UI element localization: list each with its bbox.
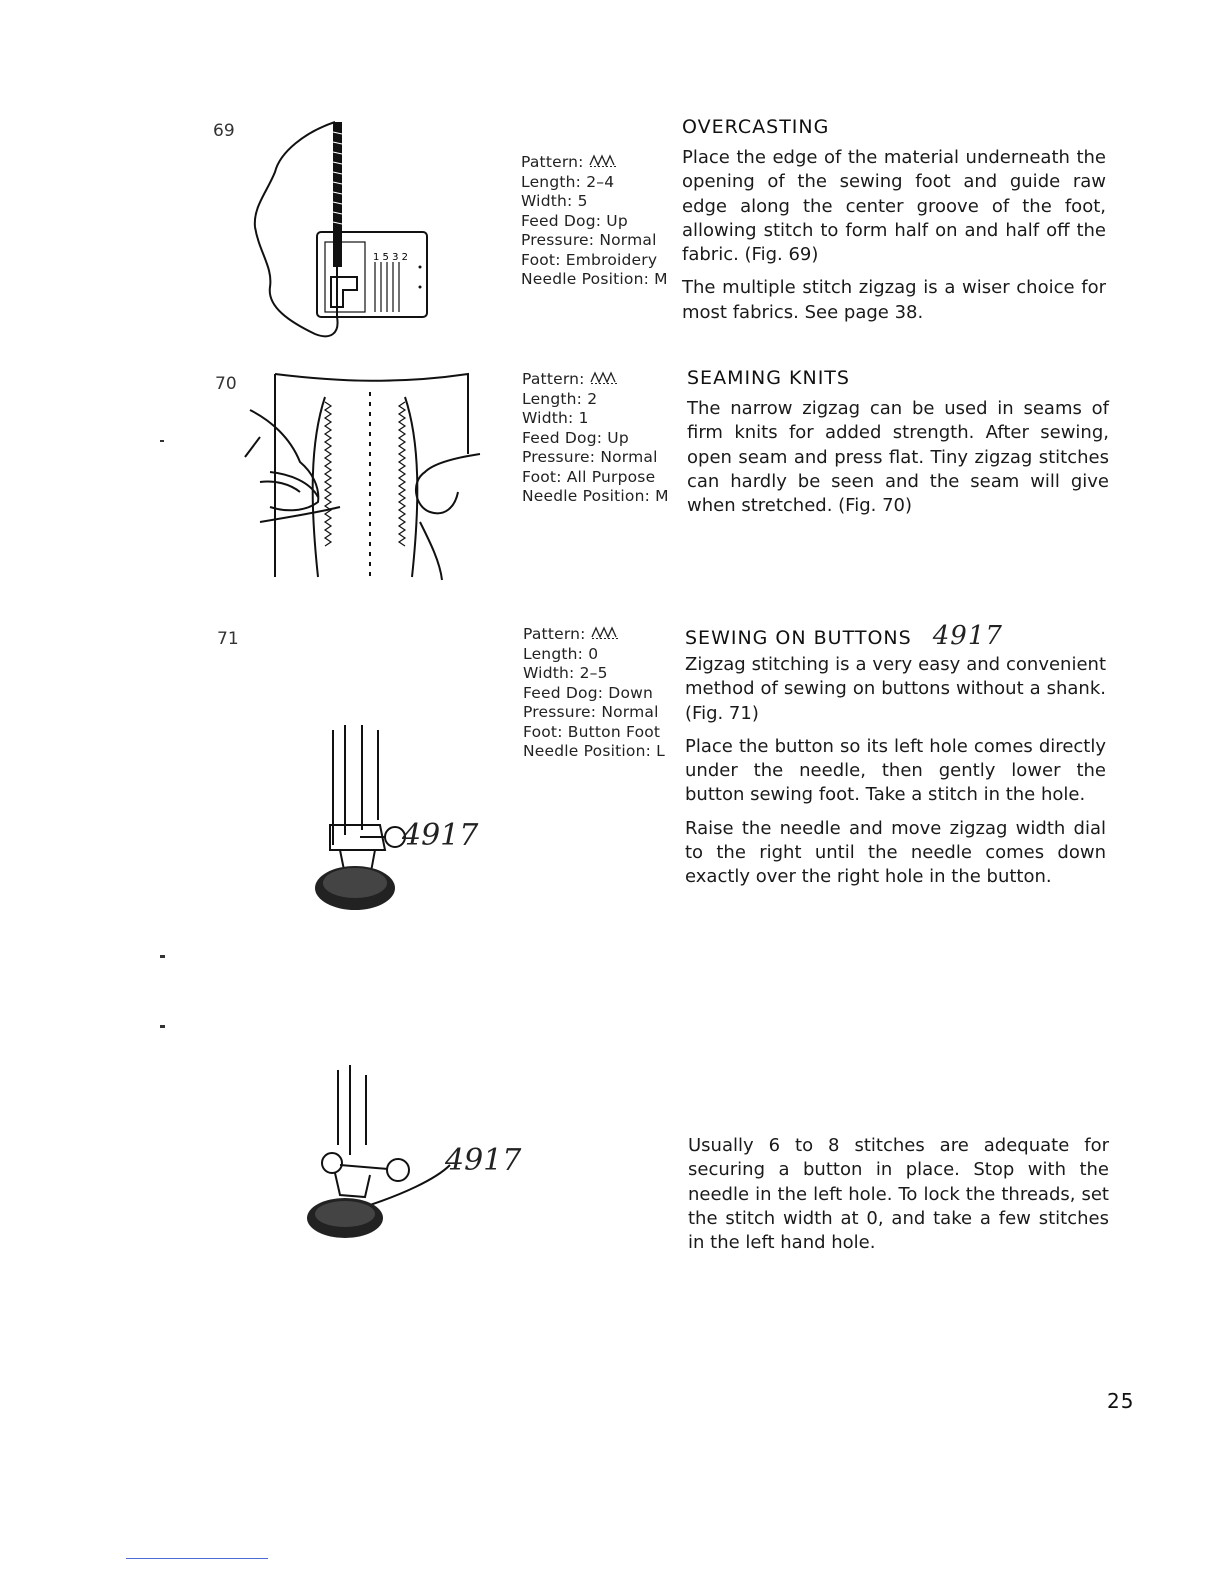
svg-text:1 5 3 2: 1 5 3 2 <box>373 252 408 263</box>
setting-length: Length: 2 <box>522 389 598 408</box>
setting-foot: Foot: Embroidery <box>521 250 658 269</box>
paragraph: Place the edge of the material underneath the opening of the sewing foot and guide raw edge along the center groove of the foot, allowing stitch to form half on and half off the fabric. (Fig. 69) <box>682 147 1106 266</box>
setting-needle: Needle Position: M <box>521 270 668 288</box>
setting-width: Width: 5 <box>521 192 588 210</box>
zigzag-pattern-icon <box>590 370 620 384</box>
scan-mark <box>160 1025 165 1028</box>
setting-pressure: Pressure: Normal <box>523 703 659 721</box>
setting-needle: Needle Position: M <box>522 487 669 505</box>
figure-number-69: 69 <box>213 121 235 141</box>
figure-number-70: 70 <box>215 374 237 394</box>
seaming-knits-body <box>687 397 1109 527</box>
footer-line <box>126 1558 268 1559</box>
setting-foot: Foot: All Purpose <box>522 467 656 486</box>
setting-pressure: Pressure: Normal <box>521 231 657 249</box>
figure-button-lowered-illustration <box>270 1065 530 1255</box>
figure-70-illustration <box>230 362 490 584</box>
setting-pressure: Pressure: Normal <box>522 448 658 466</box>
overcasting-body <box>682 146 1106 334</box>
setting-length: Length: 2–4 <box>521 172 615 191</box>
paragraph: Raise the needle and move zigzag width dial to the right until the needle comes down exactly over the right hole in the button. <box>685 817 1106 888</box>
zigzag-pattern-icon <box>589 153 619 167</box>
setting-feed-dog: Feed Dog: Up <box>522 428 629 447</box>
figure-number-71: 71 <box>217 629 239 649</box>
sewing-buttons-body <box>685 653 1106 899</box>
setting-feed-dog: Feed Dog: Up <box>521 211 628 230</box>
section-title-seaming-knits: SEAMING KNITS <box>687 367 850 389</box>
figure-69-illustration <box>245 112 440 344</box>
setting-pattern: Pattern: <box>523 625 665 645</box>
setting-feed-dog: Feed Dog: Down <box>523 683 654 702</box>
paragraph: Place the button so its left hole comes directly under the needle, then gently lower the button sewing foot. Take a stitch in the hole. <box>685 735 1106 806</box>
figure-71-handwriting: 4917 <box>402 818 479 853</box>
title-handwriting: 4917 <box>932 621 1003 651</box>
section-title-text: SEWING ON BUTTONS <box>685 627 912 649</box>
scan-mark <box>160 955 165 958</box>
setting-needle: Needle Position: L <box>523 742 666 760</box>
page-number: 25 <box>1107 1389 1135 1413</box>
setting-width: Width: 2–5 <box>523 664 608 682</box>
setting-width: Width: 1 <box>522 409 589 427</box>
setting-length: Length: 0 <box>523 644 599 663</box>
sewing-buttons-settings <box>523 625 665 762</box>
paragraph: The multiple stitch zigzag is a wiser choice for most fabrics. See page 38. <box>682 277 1106 323</box>
paragraph: The narrow zigzag can be used in seams of firm knits for added strength. After sewing, open seam and press flat. Tiny zigzag stitches can hardly be seen and the seam will give when stretched. (Fig. 70) <box>687 398 1109 517</box>
sewing-buttons-final-paragraph <box>688 1134 1109 1264</box>
setting-pattern: Pattern: <box>522 370 669 390</box>
figure-final-handwriting: 4917 <box>445 1143 522 1178</box>
seaming-knits-settings <box>522 370 669 507</box>
section-title-sewing-buttons <box>685 621 1003 651</box>
setting-foot: Foot: Button Foot <box>523 722 661 741</box>
figure-71-illustration <box>300 725 500 965</box>
paragraph: Zigzag stitching is a very easy and convenient method of sewing on buttons without a shank. (Fig. 71) <box>685 654 1106 724</box>
scan-mark <box>160 440 164 442</box>
setting-pattern: Pattern: <box>521 153 668 173</box>
paragraph: Usually 6 to 8 stitches are adequate for securing a button in place. Stop with the needle in the left hole. To lock the threads, set the stitch width at 0, and take a few stitches in the left hand hole. <box>688 1135 1109 1254</box>
zigzag-pattern-icon <box>591 625 621 639</box>
section-title-overcasting: OVERCASTING <box>682 116 830 138</box>
overcasting-settings <box>521 153 668 290</box>
